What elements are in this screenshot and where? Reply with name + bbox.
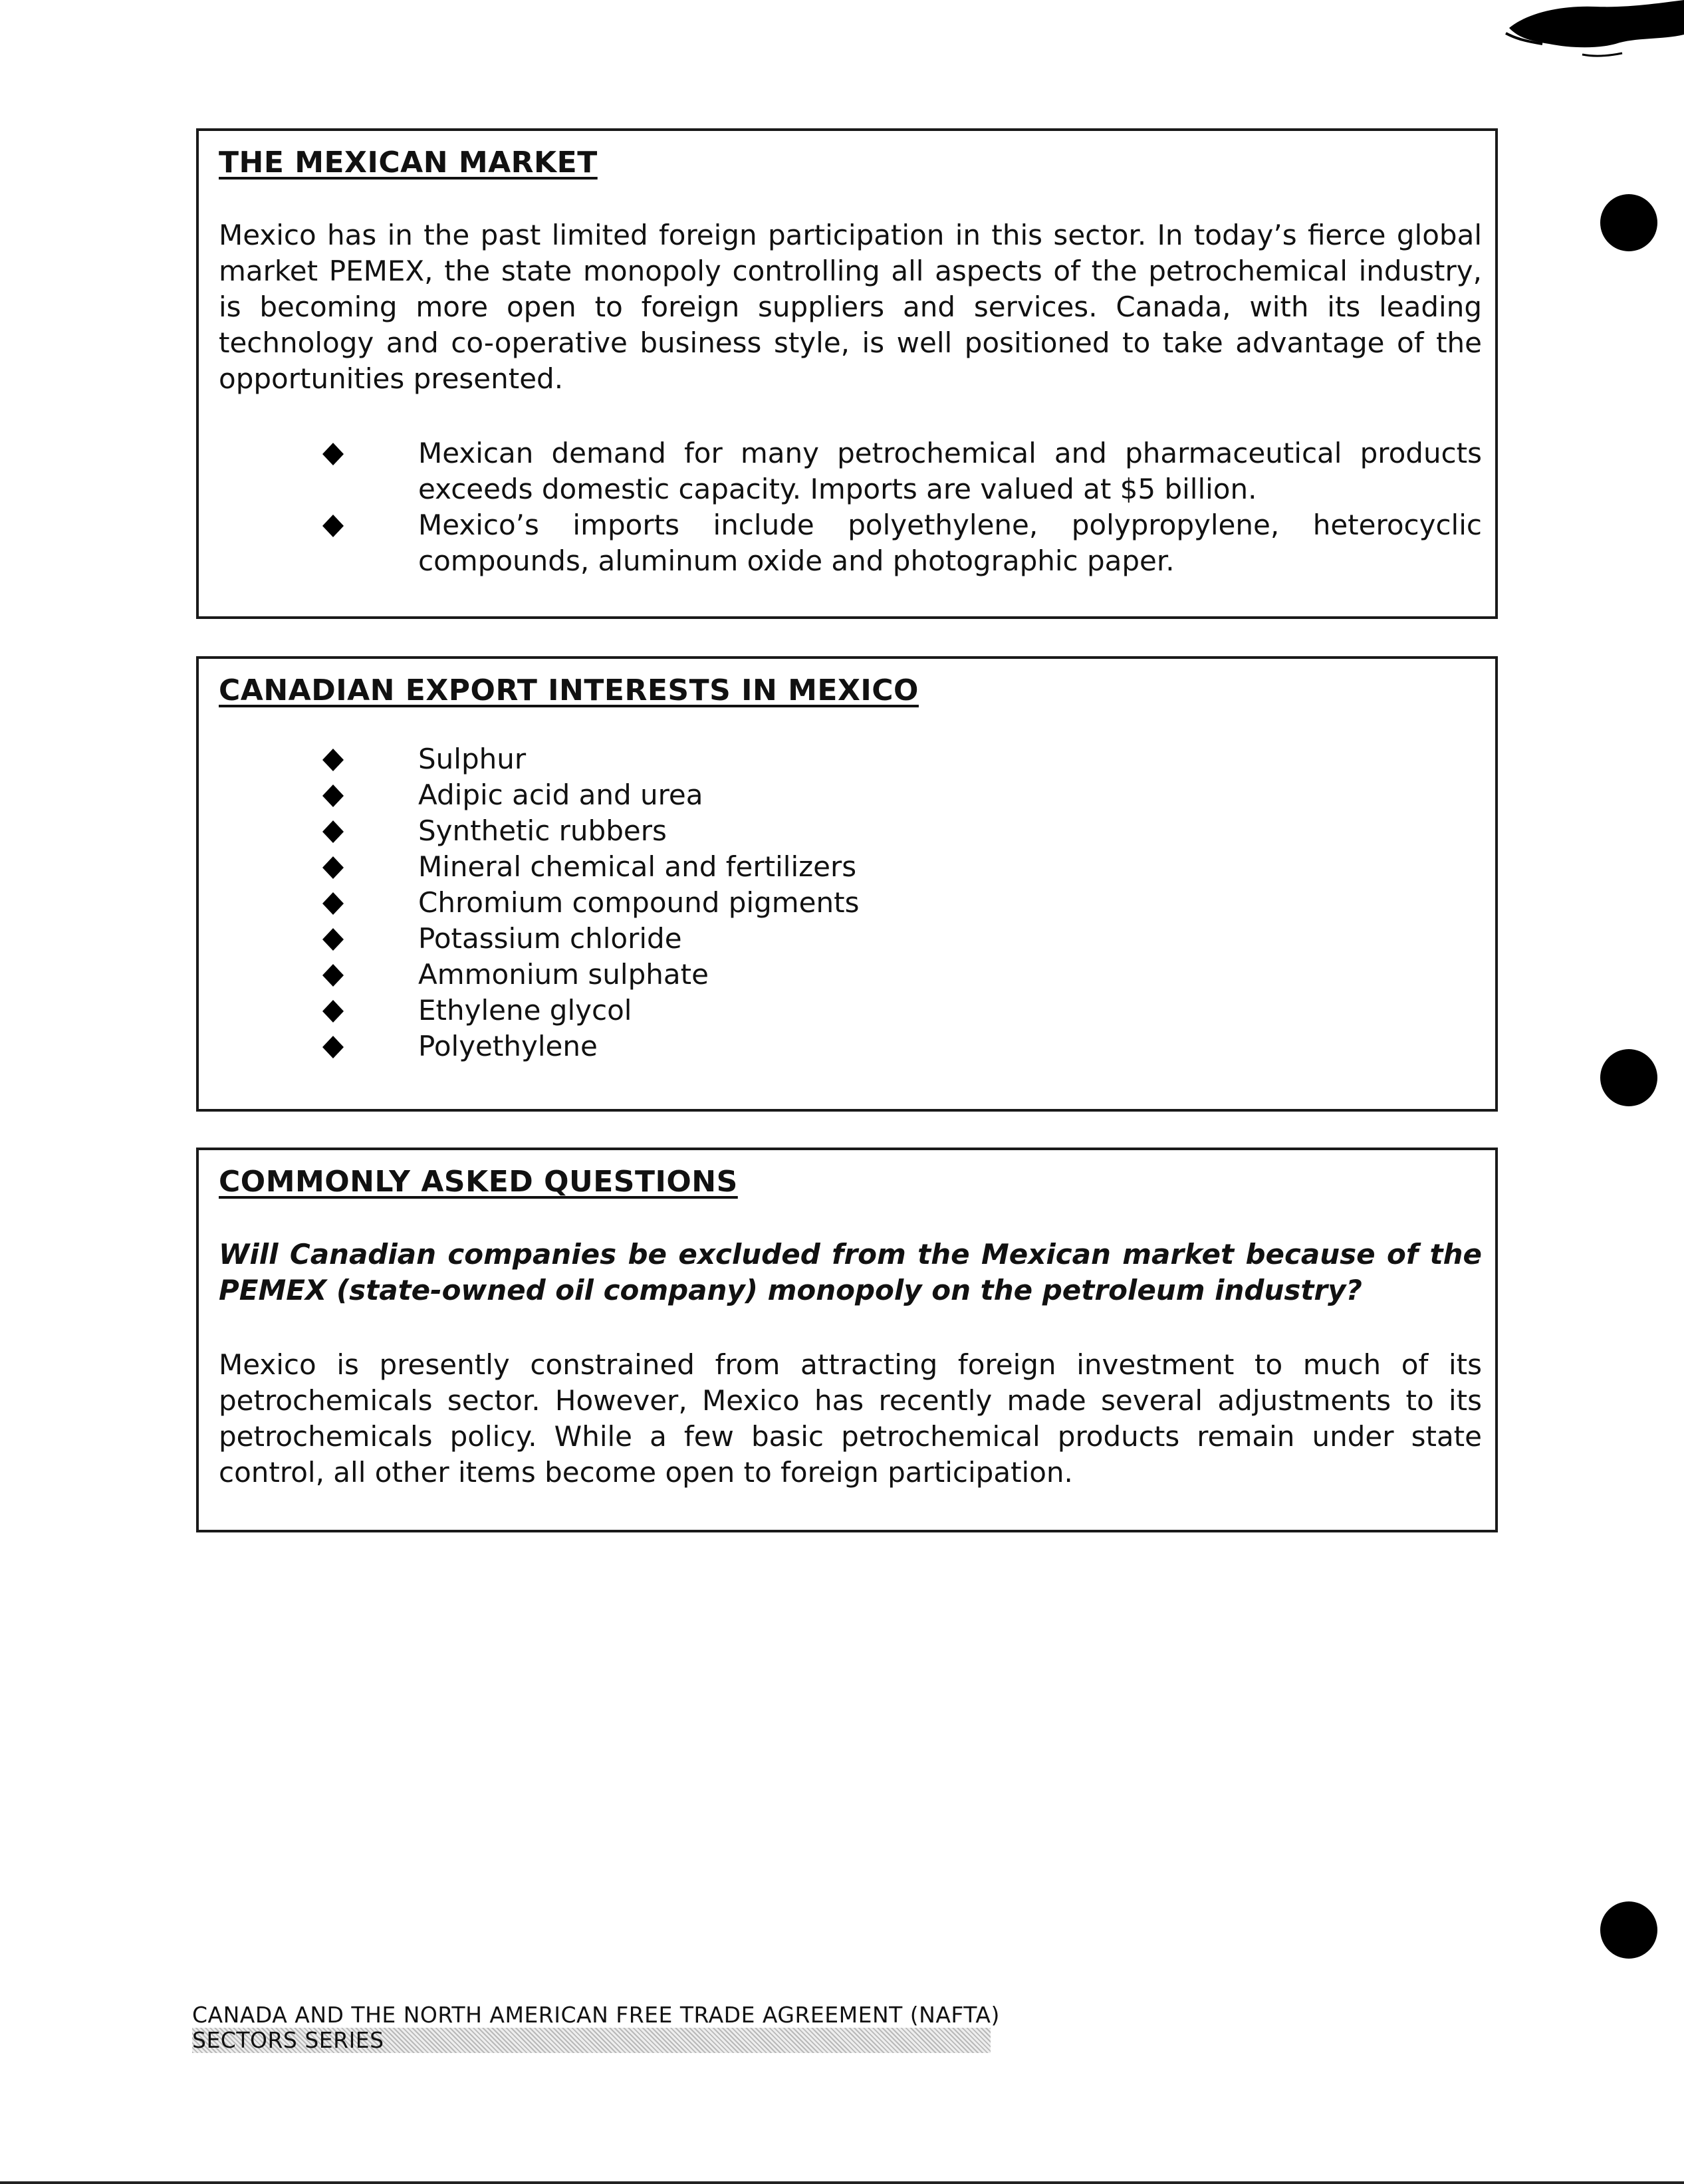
black-diamond-icon [322,820,344,843]
bottom-edge-rule [0,2181,1684,2184]
footer [192,2002,1000,2053]
mexican-market-box [196,128,1498,619]
export-item-text: Potassium chloride [418,922,682,955]
export-item-text: Polyethylene [418,1030,598,1062]
footer-series-title: CANADA AND THE NORTH AMERICAN FREE TRADE AGREEMENT (NAFTA) [192,2002,1000,2028]
list-item [199,885,1482,921]
bullet-text: Mexican demand for many petrochemical and pharmaceutical products exceeds domestic capacity. Imports are valued at $5 billion. [418,437,1482,505]
punch-hole-top [1600,194,1657,251]
black-diamond-icon [322,749,344,771]
list-item [199,921,1482,957]
list-item [199,813,1482,849]
black-diamond-icon [322,1000,344,1023]
export-interests-heading: CANADIAN EXPORT INTERESTS IN MEXICO [219,673,919,707]
export-item-text: Ammonium sulphate [418,958,709,991]
list-item [199,777,1482,813]
footer-series-label: SECTORS SERIES [192,2027,384,2053]
export-item-text: Adipic acid and urea [418,779,703,811]
answer-text: Mexico is presently constrained from attracting foreign investment to much of its petrochemicals sector. However, Mexico has recently made several adjustments to its petrochemicals policy. While a few basic petrochemical products remain under state control, all other items become open to foreign participation. [219,1348,1482,1489]
export-item-text: Mineral chemical and fertilizers [418,850,857,883]
export-item-text: Sulphur [418,743,527,775]
list-item [199,1029,1482,1064]
export-interests-list [199,741,1482,1064]
black-diamond-icon [322,856,344,879]
list-item [199,849,1482,885]
export-item-text: Chromium compound pigments [418,886,860,919]
punch-hole-bottom [1600,1901,1657,1959]
footer-shaded-band [192,2028,991,2053]
canadian-export-interests-box [196,656,1498,1112]
bullet-text: Mexico’s imports include polyethylene, polypropylene, heterocyclic compounds, aluminum oxide and photographic paper. [418,509,1482,577]
punch-hole-middle [1600,1049,1657,1106]
black-diamond-icon [322,443,344,465]
mexican-market-paragraph: Mexico has in the past limited foreign participation in this sector. In today’s fierce global market PEMEX, the state monopoly controlling all aspects of the petrochemical industry, is becoming more open to foreign suppliers and services. Canada, with its leading technology and co-operative business style, is well positioned to take advantage of the opportunities presented. [219,219,1482,395]
black-diamond-icon [322,964,344,987]
black-diamond-icon [322,928,344,951]
list-item [199,435,1482,507]
list-item [199,507,1482,579]
ink-blot-mark [1503,0,1684,61]
export-item-text: Synthetic rubbers [418,814,667,847]
mexican-market-bullet-list [199,435,1482,579]
black-diamond-icon [322,892,344,915]
export-item-text: Ethylene glycol [418,994,632,1027]
list-item [199,993,1482,1029]
questions-heading: COMMONLY ASKED QUESTIONS [219,1165,738,1199]
black-diamond-icon [322,785,344,807]
black-diamond-icon [322,1036,344,1058]
list-item [199,741,1482,777]
commonly-asked-questions-box [196,1148,1498,1532]
black-diamond-icon [322,515,344,537]
mexican-market-heading: THE MEXICAN MARKET [219,146,598,180]
question-text: Will Canadian companies be excluded from the Mexican market because of the PEMEX (state-owned oil company) monopoly on the petroleum industry? [219,1238,1482,1306]
list-item [199,957,1482,993]
